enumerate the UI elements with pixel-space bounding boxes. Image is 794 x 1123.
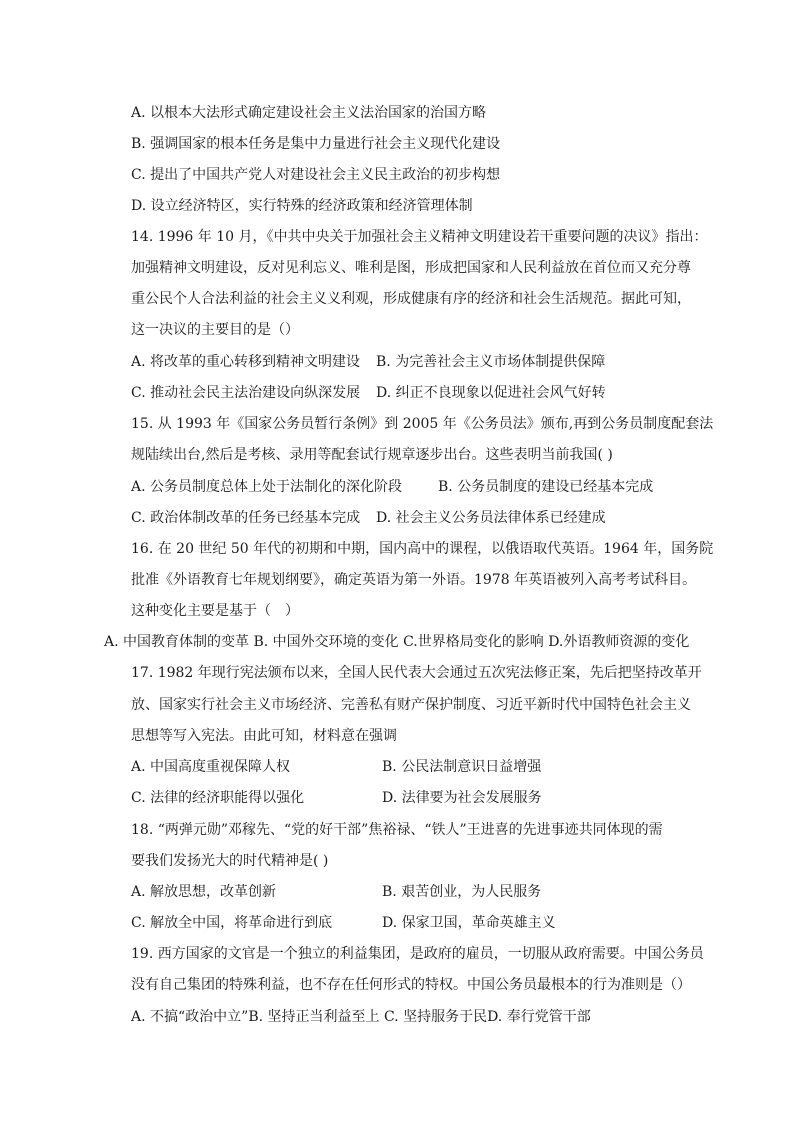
q17-stem-line-2: 放、国家实行社会主义市场经济、完善私有财产保护制度、习近平新时代中国特色社会主义	[131, 697, 691, 713]
q14-option-c: C. 推动社会民主法治建设向纵深发展	[131, 385, 361, 401]
q18-stem-line-1: 18. “两弹元勋”邓稼先、“党的好干部”焦裕禄、“铁人”王进喜的先进事迹共同体现的需	[131, 822, 663, 838]
q17-option-row-1	[131, 757, 542, 777]
q15-option-b: B. 公务员制度的建设已经基本完成	[438, 479, 654, 495]
q18-option-d: D. 保家卫国，革命英雄主义	[382, 915, 556, 931]
q17-option-b: B. 公民法制意识日益增强	[382, 759, 542, 775]
q14-stem-line-1: 14. 1996 年 10 月，《中共中央关于加强社会主义精神文明建设若干重要问题的决议》指出：	[131, 229, 708, 245]
q19-stem-line-2: 没有自己集团的特殊利益，也不存在任何形式的特权。中国公务员最根本的行为准则是（）	[131, 977, 691, 993]
q16-options: A. 中国教育体制的变革 B. 中国外交环境的变化 C.世界格局变化的影响 D.外语教师资源的变化	[104, 634, 690, 650]
q13-option-c: C. 提出了中国共产党人对建设社会主义民主政治的初步构想	[131, 167, 501, 183]
q16-stem-line-3: 这种变化主要是基于（ ）	[131, 603, 299, 619]
q14-option-row-1	[131, 352, 606, 372]
q15-option-row-1	[131, 477, 654, 497]
q15-option-row-2	[131, 508, 606, 528]
q14-option-d: D. 纠正不良现象以促进社会风气好转	[376, 385, 606, 401]
q15-option-d: D. 社会主义公务员法律体系已经建成	[376, 510, 606, 526]
q14-option-row-2	[131, 383, 606, 403]
q13-option-b: B. 强调国家的根本任务是集中力量进行社会主义现代化建设	[131, 136, 501, 152]
q19-stem-line-1: 19. 西方国家的文官是一个独立的利益集团，是政府的雇员，一切服从政府需要。中国公务员	[131, 946, 704, 962]
q17-option-row-2	[131, 788, 542, 808]
q18-option-a: A. 解放思想，改革创新	[131, 884, 277, 900]
q18-option-row-2	[131, 913, 556, 933]
q18-option-c: C. 解放全中国，将革命进行到底	[131, 915, 333, 931]
q19-options: A. 不搞“政治中立”B. 坚持正当利益至上 C. 坚持服务于民D. 奉行党管干部	[131, 1009, 591, 1025]
q18-option-b: B. 艰苦创业，为人民服务	[382, 884, 542, 900]
q14-option-b: B. 为完善社会主义市场体制提供保障	[376, 354, 606, 370]
q17-stem-line-3: 思想等写入宪法。由此可知，材料意在强调	[131, 728, 397, 744]
q15-stem-line-2: 规陆续出台,然后是考核、录用等配套试行规章逐步出台。这些表明当前我国( )	[131, 447, 613, 463]
q13-option-d: D. 设立经济特区，实行特殊的经济政策和经济管理体制	[131, 198, 473, 214]
q14-stem-line-2: 加强精神文明建设，反对见利忘义、唯利是图，形成把国家和人民利益放在首位而又充分尊	[131, 260, 691, 276]
q14-option-a: A. 将改革的重心转移到精神文明建设	[131, 354, 361, 370]
q18-option-row-1	[131, 882, 542, 902]
q16-stem-line-1: 16. 在 20 世纪 50 年代的初期和中期，国内高中的课程，以俄语取代英语。1964 年，国务院	[131, 541, 714, 557]
q16-stem-line-2: 批准《外语教育七年规划纲要》，确定英语为第一外语。1978 年英语被列入高考考试科目。	[131, 572, 697, 588]
q15-option-c: C. 政治体制改革的任务已经基本完成	[131, 510, 361, 526]
q13-option-a: A. 以根本大法形式确定建设社会主义法治国家的治国方略	[131, 105, 487, 121]
q18-stem-line-2: 要我们发扬光大的时代精神是( )	[131, 853, 329, 869]
q15-option-a: A. 公务员制度总体上处于法制化的深化阶段	[131, 479, 403, 495]
q17-stem-line-1: 17. 1982 年现行宪法颁布以来，全国人民代表大会通过五次宪法修正案，先后把坚持改革开	[131, 665, 702, 681]
q15-stem-line-1: 15. 从 1993 年《国家公务员暂行条例》到 2005 年《公务员法》颁布,再到公务员制度配套法	[131, 416, 714, 432]
q17-option-d: D. 法律要为社会发展服务	[382, 790, 542, 806]
q17-option-c: C. 法律的经济职能得以强化	[131, 790, 305, 806]
q14-stem-line-4: 这一决议的主要目的是（）	[131, 322, 299, 338]
q14-stem-line-3: 重公民个人合法利益的社会主义义利观，形成健康有序的经济和社会生活规范。据此可知，	[131, 291, 691, 307]
q17-option-a: A. 中国高度重视保障人权	[131, 759, 291, 775]
